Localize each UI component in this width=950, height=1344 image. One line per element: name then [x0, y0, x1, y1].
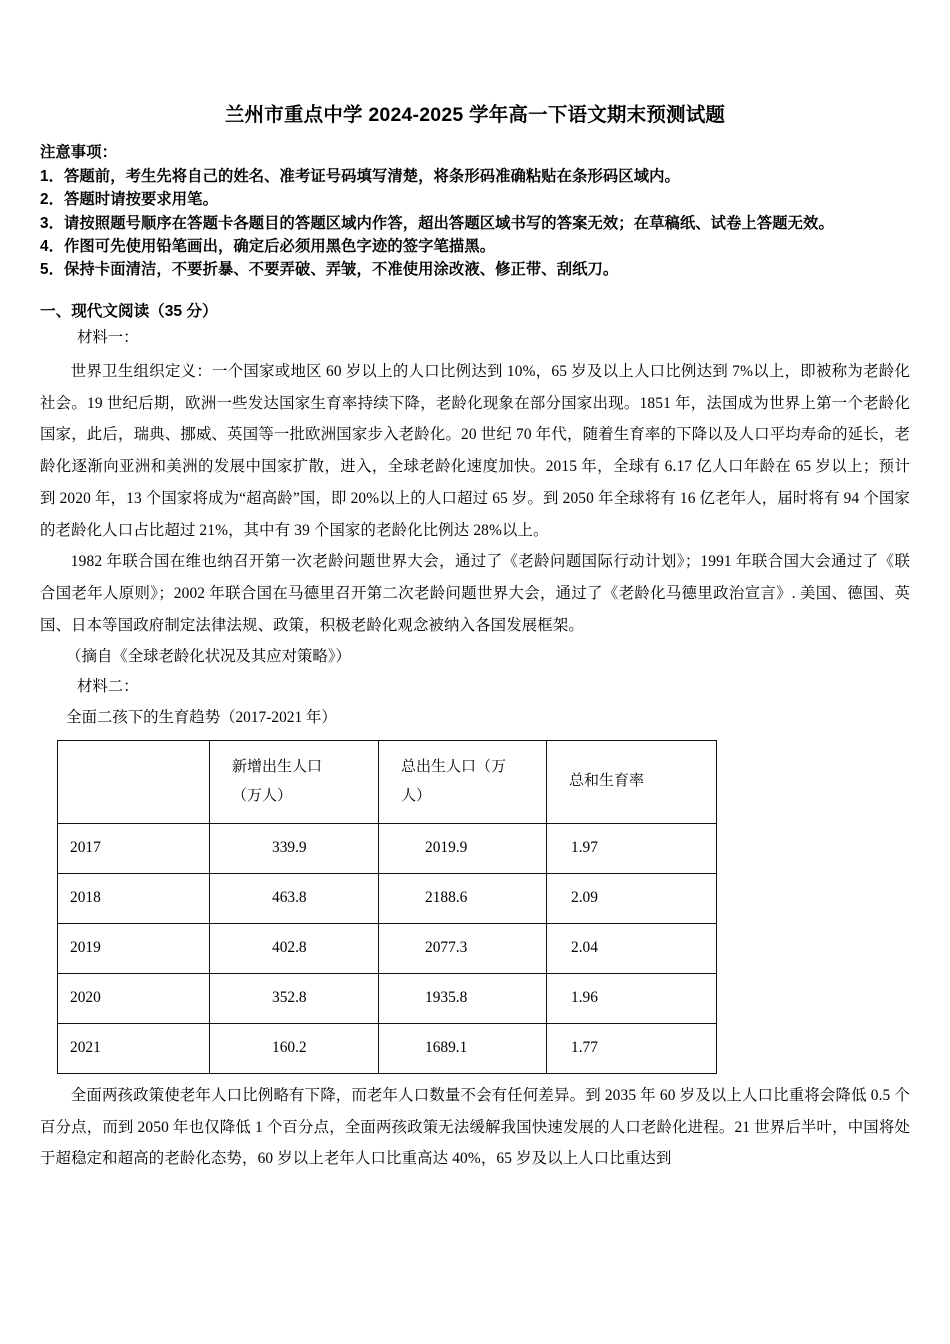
notice-section	[40, 141, 910, 281]
material-one-paragraph-2: 1982 年联合国在维也纳召开第一次老龄问题世界大会，通过了《老龄问题国际行动计划》；1991 年联合国大会通过了《联合国老年人原则》；2002 年联合国在马德里召开第二次老龄问题世界大会，通过了《老龄化马德里政治宣言》. 美国、德国、英国、日本等国政府制定法律法规、政策，积极老龄化观念被纳入各国发展框架。	[40, 553, 910, 634]
notice-list	[40, 165, 910, 282]
notice-item-3: 3．请按照题号顺序在答题卡各题目的答题区域内作答，超出答题区域书写的答案无效；在草稿纸、试卷上答题无效。	[40, 214, 834, 232]
table-header-row	[58, 740, 717, 823]
birth-trend-table-wrapper	[40, 740, 910, 1074]
cell-total-births: 2019.9	[379, 823, 547, 873]
table-row	[58, 973, 717, 1023]
cell-year: 2021	[58, 1023, 210, 1073]
cell-year: 2019	[58, 923, 210, 973]
table-row	[58, 923, 717, 973]
table-header-total-births	[379, 740, 547, 823]
notice-heading: 注意事项：	[40, 144, 117, 162]
birth-trend-table	[57, 740, 717, 1074]
table-header-new-births-line1: 新增出生人口	[232, 758, 323, 775]
table-header-total-births-line1: 总出生人口（万	[401, 758, 507, 775]
notice-item-2: 2．答题时请按要求用笔。	[40, 191, 218, 209]
table-header-new-births-line2: （万人）	[232, 787, 293, 804]
table-header-fertility-rate: 总和生育率	[547, 740, 717, 823]
cell-new-births: 463.8	[210, 873, 379, 923]
cell-total-births: 1689.1	[379, 1023, 547, 1073]
cell-year: 2018	[58, 873, 210, 923]
table-row	[58, 823, 717, 873]
cell-fertility-rate: 1.96	[547, 973, 717, 1023]
cell-fertility-rate: 1.97	[547, 823, 717, 873]
cell-total-births: 2077.3	[379, 923, 547, 973]
material-one-paragraph-1: 世界卫生组织定义：一个国家或地区 60 岁以上的人口比例达到 10%，65 岁及以上人口比例达到 7%以上，即被称为老龄化社会。19 世纪后期，欧洲一些发达国家生育率持续下降，老龄化现象在部分国家出现。1851 年，法国成为世界上第一个老龄化国家，此后，瑞典、挪威、英国等一批欧洲国家步入老龄化。20 世纪 70 年代，随着生育率的下降以及人口平均寿命的延长，老龄化逐渐向亚洲和美洲的发展中国家扩散，进入，全球老龄化速度加快。2015 年，全球有 6.17 亿人口年龄在 65 岁以上；预计到 2020 年，13 个国家将成为“超高龄”国，即 20%以上的人口超过 65 岁。到 2050 年全球将有 16 亿老年人，届时将有 94 个国家的老龄化人口占比超过 21%，其中有 39 个国家的老龄化比例达 28%以上。	[40, 362, 910, 539]
table-body	[58, 823, 717, 1073]
cell-new-births: 352.8	[210, 973, 379, 1023]
cell-fertility-rate: 2.09	[547, 873, 717, 923]
notice-item-4: 4．作图可先使用铅笔画出，确定后必须用黑色字迹的签字笔描黑。	[40, 237, 496, 255]
cell-fertility-rate: 2.04	[547, 923, 717, 973]
table-head	[58, 740, 717, 823]
cell-new-births: 402.8	[210, 923, 379, 973]
table-row	[58, 873, 717, 923]
cell-new-births: 160.2	[210, 1023, 379, 1073]
material-one-label: 材料一：	[76, 329, 139, 347]
after-table-paragraph: 全面两孩政策使老年人口比例略有下降，而老年人口数量不会有任何差异。到 2035 年 60 岁及以上人口比重将会降低 0.5 个百分点，而到 2050 年也仅降低 1 个百分点，全面两孩政策无法缓解我国快速发展的人口老龄化进程。21 世界后半叶，中国将处于超稳定和超高的老龄化态势，60 岁以上老年人口比重高达 40%，65 岁及以上人口比重达到	[40, 1086, 910, 1168]
table-header-new-births	[210, 740, 379, 823]
section-heading-modern-reading: 一、现代文阅读（35 分）	[40, 302, 218, 320]
material-two-label: 材料二：	[76, 678, 139, 696]
cell-total-births: 1935.8	[379, 973, 547, 1023]
table-row	[58, 1023, 717, 1073]
table-header-year	[58, 740, 210, 823]
cell-total-births: 2188.6	[379, 873, 547, 923]
page-title: 兰州市重点中学 2024-2025 学年高一下语文期末预测试题	[224, 104, 726, 126]
table-caption: 全面二孩下的生育趋势（2017-2021 年）	[66, 709, 337, 727]
cell-new-births: 339.9	[210, 823, 379, 873]
cell-year: 2020	[58, 973, 210, 1023]
cell-year: 2017	[58, 823, 210, 873]
notice-item-5: 5．保持卡面清洁，不要折暴、不要弄破、弄皱，不准使用涂改液、修正带、刮纸刀。	[40, 261, 619, 279]
table-header-total-births-line2: 人）	[401, 787, 432, 804]
cell-fertility-rate: 1.77	[547, 1023, 717, 1073]
material-one-source: （摘自《全球老龄化状况及其应对策略》）	[66, 647, 351, 665]
notice-item-1: 1．答题前，考生先将自己的姓名、准考证号码填写清楚，将条形码准确粘贴在条形码区域内。	[40, 167, 680, 185]
